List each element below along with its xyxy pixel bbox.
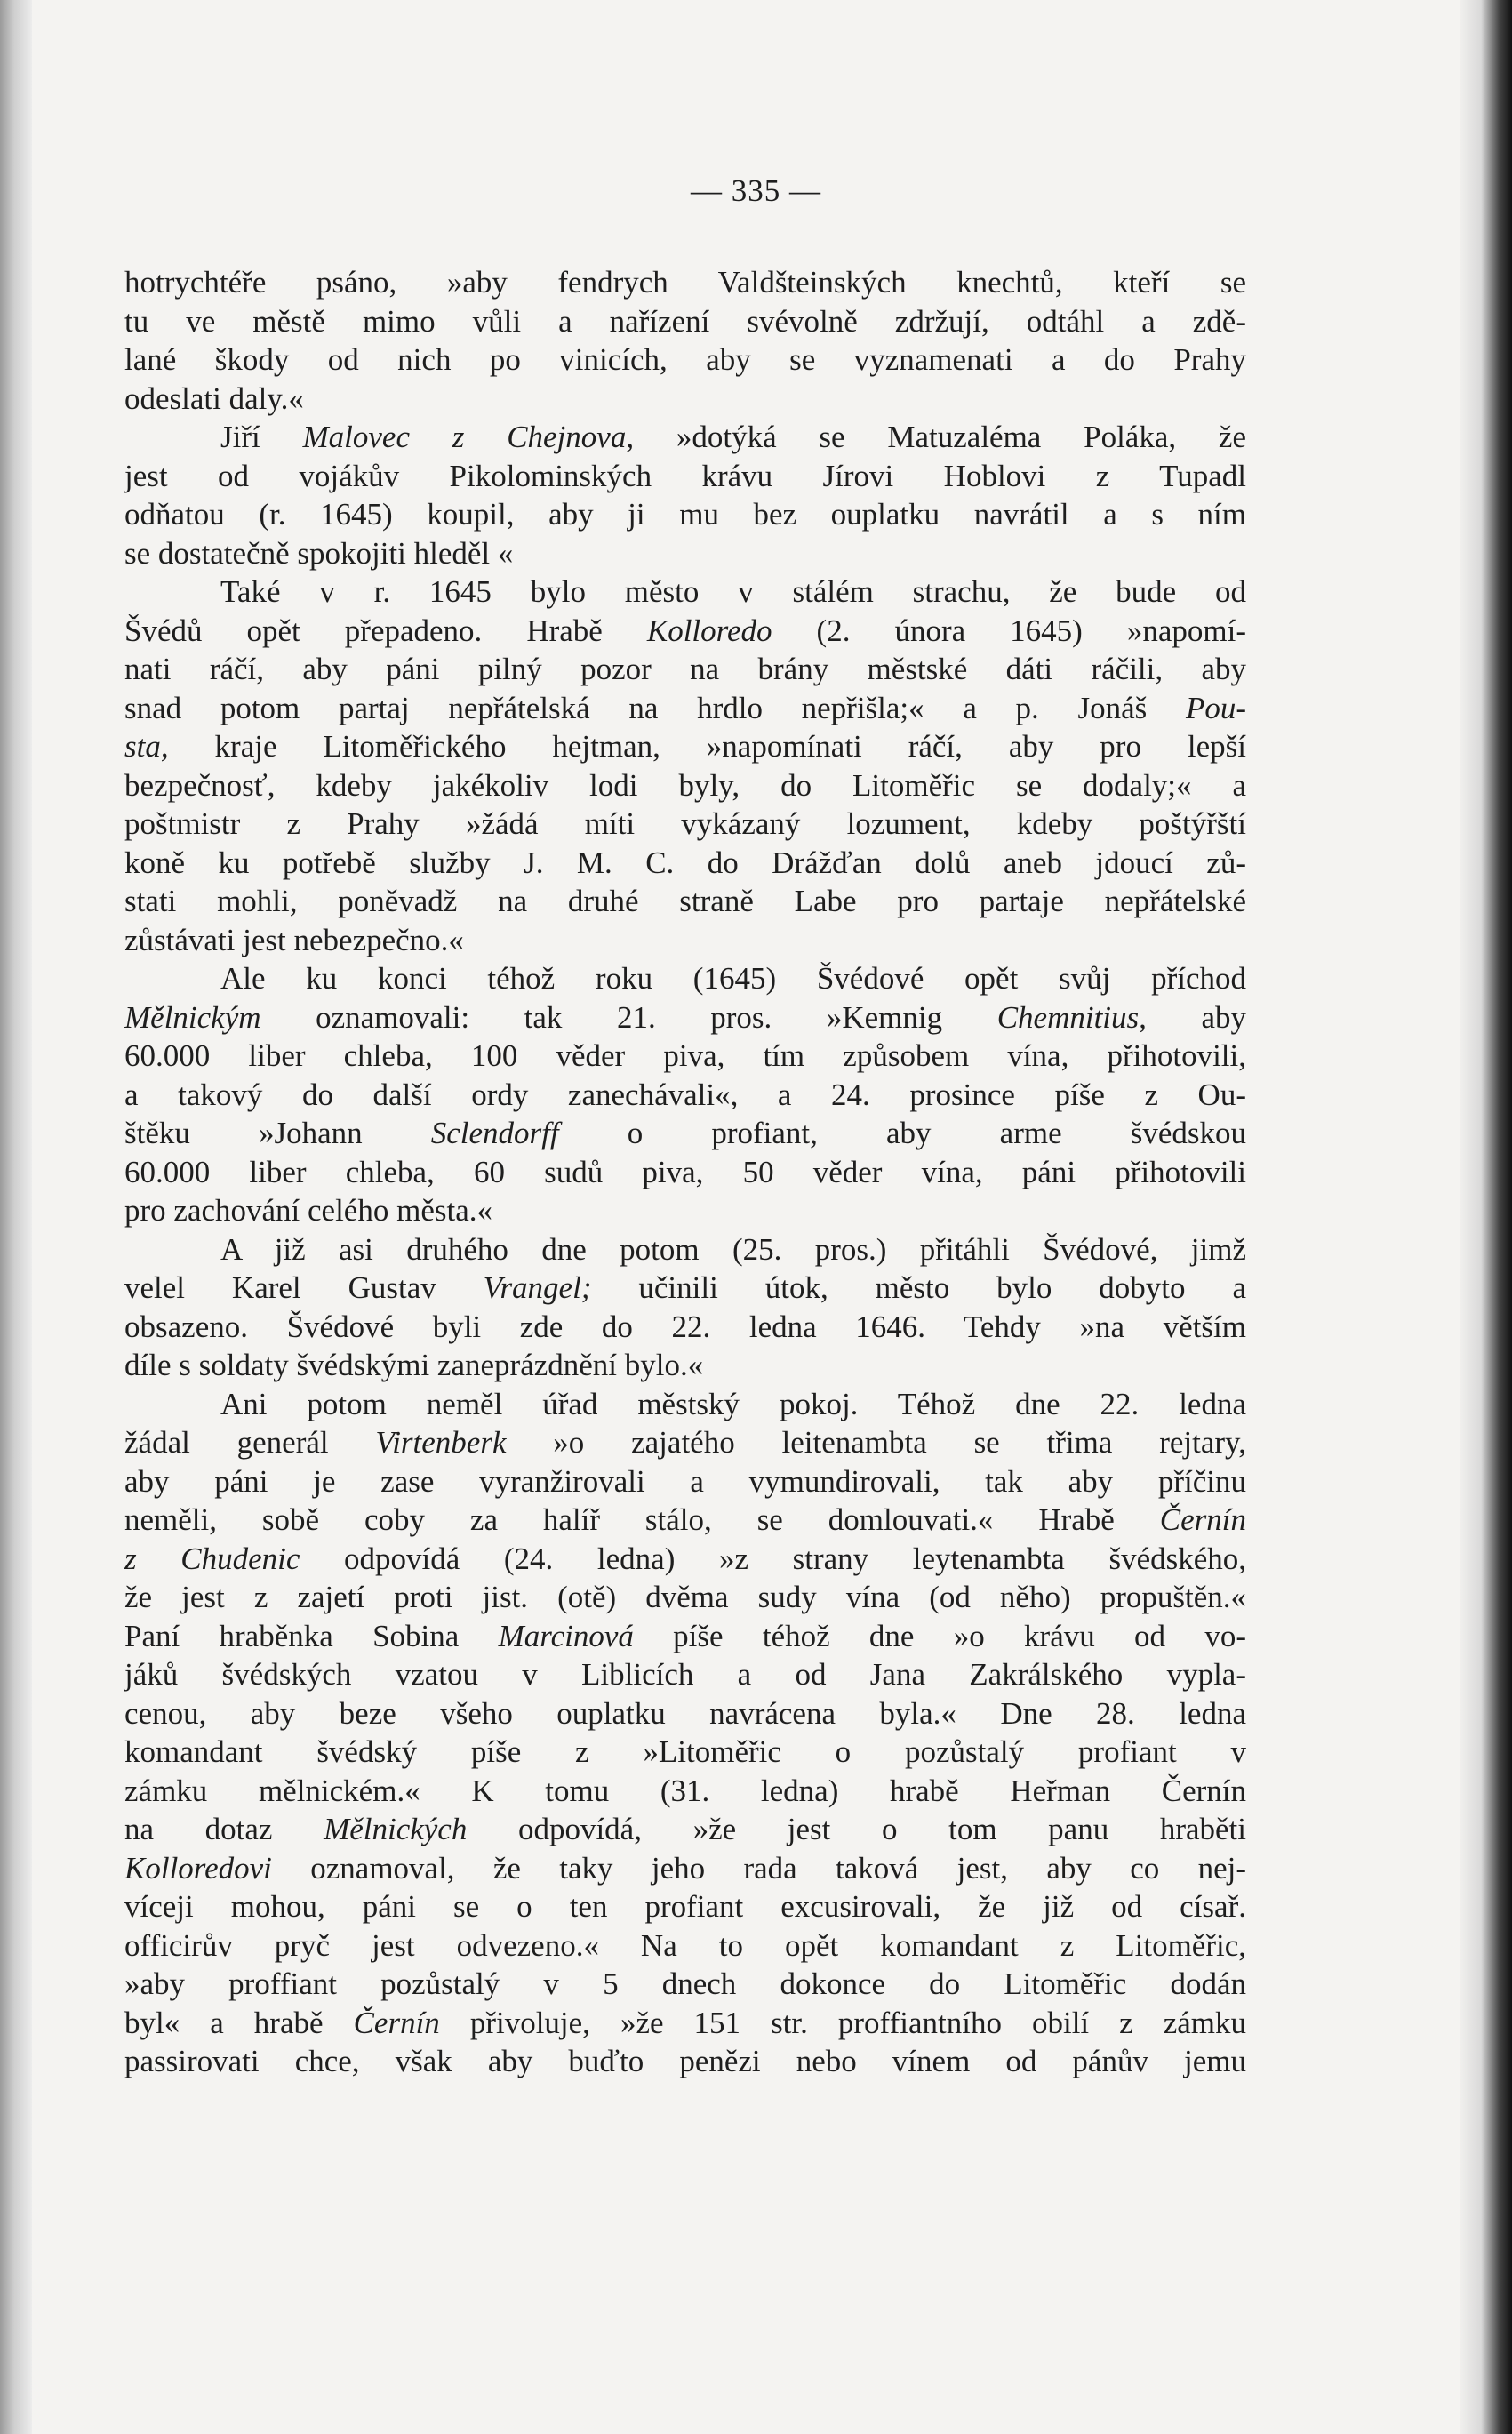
text-span: cenou, aby beze všeho ouplatku navrácena byla.« Dne 28. ledna xyxy=(124,1695,1246,1731)
text-line xyxy=(124,1191,1246,1230)
italic-name: z Chudenic xyxy=(124,1541,300,1576)
text-span: passirovati chce, však aby buďto penězi nebo vínem od pánův jemu xyxy=(124,2044,1246,2078)
italic-name: Vrangel; xyxy=(483,1270,592,1305)
text-span: obsazeno. Švédové byli zde do 22. ledna 1646. Tehdy »na větším xyxy=(124,1309,1246,1344)
italic-name: Černín xyxy=(1159,1502,1246,1537)
italic-name: Sclendorff xyxy=(430,1116,559,1150)
text-span: štěku »Johann xyxy=(124,1116,431,1150)
text-span: Ani potom neměl úřad městský pokoj. Téhož dne 22. ledna xyxy=(220,1386,1246,1421)
text-span: Švédů opět přepadeno. Hrabě xyxy=(124,613,647,648)
text-span: lané škody od nich po vinicích, aby se vyznamenati a do Prahy xyxy=(124,342,1246,377)
text-span: koně ku potřebě služby J. M. C. do Drážďan dolů aneb jdoucí zů- xyxy=(124,845,1246,880)
text-line xyxy=(124,1887,1246,1926)
text-span: snad potom partaj nepřátelská na hrdlo nepřišla;« a p. Jonáš xyxy=(124,690,1186,725)
text-line xyxy=(124,998,1246,1037)
text-span: odňatou (r. 1645) koupil, aby ji mu bez ouplatku navrátil a s ním xyxy=(124,497,1246,532)
text-line xyxy=(124,1462,1246,1501)
text-span: aby páni je zase vyranžirovali a vymundirovali, tak aby příčinu xyxy=(124,1463,1246,1499)
text-span: oznamovali: tak 21. pros. »Kemnig xyxy=(260,999,997,1035)
text-line xyxy=(124,2004,1246,2043)
text-line xyxy=(124,1385,1246,1424)
text-line xyxy=(124,1076,1246,1115)
text-span: Ale ku konci téhož roku (1645) Švédové opět svůj příchod xyxy=(220,961,1246,996)
text-span: jáků švédských vzatou v Liblicích a od Jana Zakrálského vypla- xyxy=(124,1657,1246,1692)
text-span: byl« a hrabě xyxy=(124,2005,354,2040)
text-line xyxy=(124,805,1246,844)
text-span: o profiant, aby arme švédskou xyxy=(558,1116,1246,1150)
italic-name: Kolloredo xyxy=(646,613,772,648)
text-line xyxy=(124,1926,1246,1966)
text-line xyxy=(124,650,1246,689)
text-span: zůstávati jest nebezpečno.« xyxy=(124,922,464,957)
text-span: stati mohli, poněvadž na druhé straně Labe pro partaje nepřátelské xyxy=(124,884,1246,918)
text-span: aby xyxy=(1146,999,1246,1035)
text-span: se dostatečně spokojiti hleděl « xyxy=(124,535,514,571)
text-span: bezpečnosť, kdeby jakékoliv lodi byly, do Litoměřic se dodaly;« a xyxy=(124,767,1246,803)
text-line xyxy=(124,844,1246,883)
text-line xyxy=(124,1578,1246,1617)
text-span: a takový do další ordy zanechávali«, a 24. prosince píše z Ou- xyxy=(124,1077,1246,1112)
text-line xyxy=(124,1423,1246,1462)
page-number: — 335 — xyxy=(691,173,821,208)
text-span: 60.000 liber chleba, 60 sudů piva, 50 věder vína, páni přihotovili xyxy=(124,1154,1246,1189)
text-line xyxy=(124,1965,1246,2004)
page-edge-right xyxy=(1460,0,1512,2434)
text-span: Také v r. 1645 bylo město v stálém strachu, že bude od xyxy=(220,574,1246,609)
italic-name: Marcinová xyxy=(498,1618,634,1653)
text-span: nati ráčí, aby páni pilný pozor na brány městské dáti ráčili, aby xyxy=(124,652,1246,686)
text-span: 60.000 liber chleba, 100 věder piva, tím způsobem vína, přihotovili, xyxy=(124,1038,1246,1073)
text-line xyxy=(124,1037,1246,1076)
text-span: oznamoval, že taky jeho rada taková jest, aby co nej- xyxy=(271,1850,1246,1886)
text-line xyxy=(124,1810,1246,1849)
text-span: tu ve městě mimo vůli a nařízení svévolně zdržují, odtáhl a zdě- xyxy=(124,303,1246,339)
text-span: odpovídá (24. ledna) »z strany leytenambta švédského, xyxy=(300,1541,1247,1576)
text-span: zámku mělnickém.« K tomu (31. ledna) hrabě Heřman Černín xyxy=(124,1773,1246,1808)
text-line xyxy=(124,1617,1246,1656)
text-line xyxy=(124,959,1246,998)
text-span: »aby proffiant pozůstalý v 5 dnech dokonce do Litoměřic dodán xyxy=(124,1966,1246,2001)
text-line xyxy=(124,1540,1246,1579)
text-span: jest od vojákův Pikolominských krávu Jírovi Hoblovi z Tupadl xyxy=(124,458,1246,493)
text-body xyxy=(124,263,1246,2081)
text-line xyxy=(124,1849,1246,1888)
text-line xyxy=(124,2042,1246,2081)
text-line xyxy=(124,380,1246,419)
text-line xyxy=(124,1346,1246,1385)
text-line xyxy=(124,1772,1246,1811)
text-line xyxy=(124,1153,1246,1192)
text-span: učinili útok, město bylo dobyto a xyxy=(591,1270,1246,1305)
italic-name: Černín xyxy=(353,2005,440,2040)
text-span: »dotýká se Matuzaléma Poláka, že xyxy=(634,420,1246,454)
text-line xyxy=(124,882,1246,921)
text-span: hotrychtéře psáno, »aby fendrych Valdšteinských knechtů, kteří se xyxy=(124,265,1246,300)
italic-name: Mělnických xyxy=(324,1812,468,1846)
text-span: přivoluje, »že 151 str. proffiantního obilí z zámku xyxy=(439,2005,1247,2040)
text-line xyxy=(124,418,1246,457)
text-line xyxy=(124,1694,1246,1733)
text-line xyxy=(124,302,1246,341)
text-span: A již asi druhého dne potom (25. pros.) přitáhli Švédové, jimž xyxy=(220,1231,1246,1267)
text-span: poštmistr z Prahy »žádá míti vykázaný lozument, kdeby poštýřští xyxy=(124,806,1246,841)
text-line xyxy=(124,1269,1246,1308)
text-line xyxy=(124,727,1246,766)
text-span: Paní hraběnka Sobina xyxy=(124,1618,499,1653)
text-span: »o zajatého leitenambta se třima rejtary, xyxy=(506,1425,1246,1460)
text-line xyxy=(124,766,1246,805)
text-line xyxy=(124,689,1246,728)
text-line xyxy=(124,572,1246,612)
italic-name: Chemnitius, xyxy=(996,999,1147,1035)
text-span: (2. února 1645) »napomí- xyxy=(772,613,1246,648)
italic-name: Malovec z Chejnova, xyxy=(302,420,635,454)
text-line xyxy=(124,495,1246,534)
text-span: komandant švédský píše z »Litoměřic o pozůstalý profiant v xyxy=(124,1734,1246,1769)
text-line xyxy=(124,612,1246,651)
text-line xyxy=(124,1655,1246,1694)
text-span: officirův pryč jest odvezeno.« Na to opět komandant z Litoměřic, xyxy=(124,1927,1246,1963)
page-edge-left xyxy=(0,0,32,2434)
text-span: odeslati daly.« xyxy=(124,380,304,416)
text-span: víceji mohou, páni se o ten profiant excusirovali, že již od císař. xyxy=(124,1889,1246,1924)
text-line xyxy=(124,1230,1246,1269)
text-line xyxy=(124,340,1246,380)
italic-name: Virtenberk xyxy=(375,1425,507,1460)
text-line xyxy=(124,263,1246,302)
text-span: kraje Litoměřického hejtman, »napomínati ráčí, aby pro lepší xyxy=(168,729,1246,764)
text-span: žádal generál xyxy=(124,1425,376,1460)
text-line xyxy=(124,1733,1246,1772)
italic-name: Pou- xyxy=(1185,690,1246,725)
italic-name: Mělnickým xyxy=(124,999,261,1035)
text-span: Jiří xyxy=(220,420,303,454)
text-span: odpovídá, »že jest o tom panu hraběti xyxy=(467,1812,1246,1846)
text-line xyxy=(124,534,1246,573)
text-span: že jest z zajetí proti jist. (otě) dvěma sudy vína (od něho) propuštěn.« xyxy=(124,1580,1246,1614)
text-span: velel Karel Gustav xyxy=(124,1270,484,1305)
text-span: na dotaz xyxy=(124,1812,324,1846)
text-span: díle s soldaty švédskými zaneprázdnění bylo.« xyxy=(124,1348,704,1382)
text-line xyxy=(124,1308,1246,1347)
text-span: píše téhož dne »o krávu od vo- xyxy=(633,1618,1246,1653)
text-line xyxy=(124,1114,1246,1153)
text-span: neměli, sobě coby za halíř stálo, se domlouvati.« Hrabě xyxy=(124,1502,1160,1537)
italic-name: Kolloredovi xyxy=(124,1850,272,1886)
italic-name: sta, xyxy=(124,729,169,764)
text-line xyxy=(124,1501,1246,1540)
text-span: pro zachování celého města.« xyxy=(124,1193,492,1228)
text-line xyxy=(124,457,1246,496)
text-line xyxy=(124,921,1246,960)
